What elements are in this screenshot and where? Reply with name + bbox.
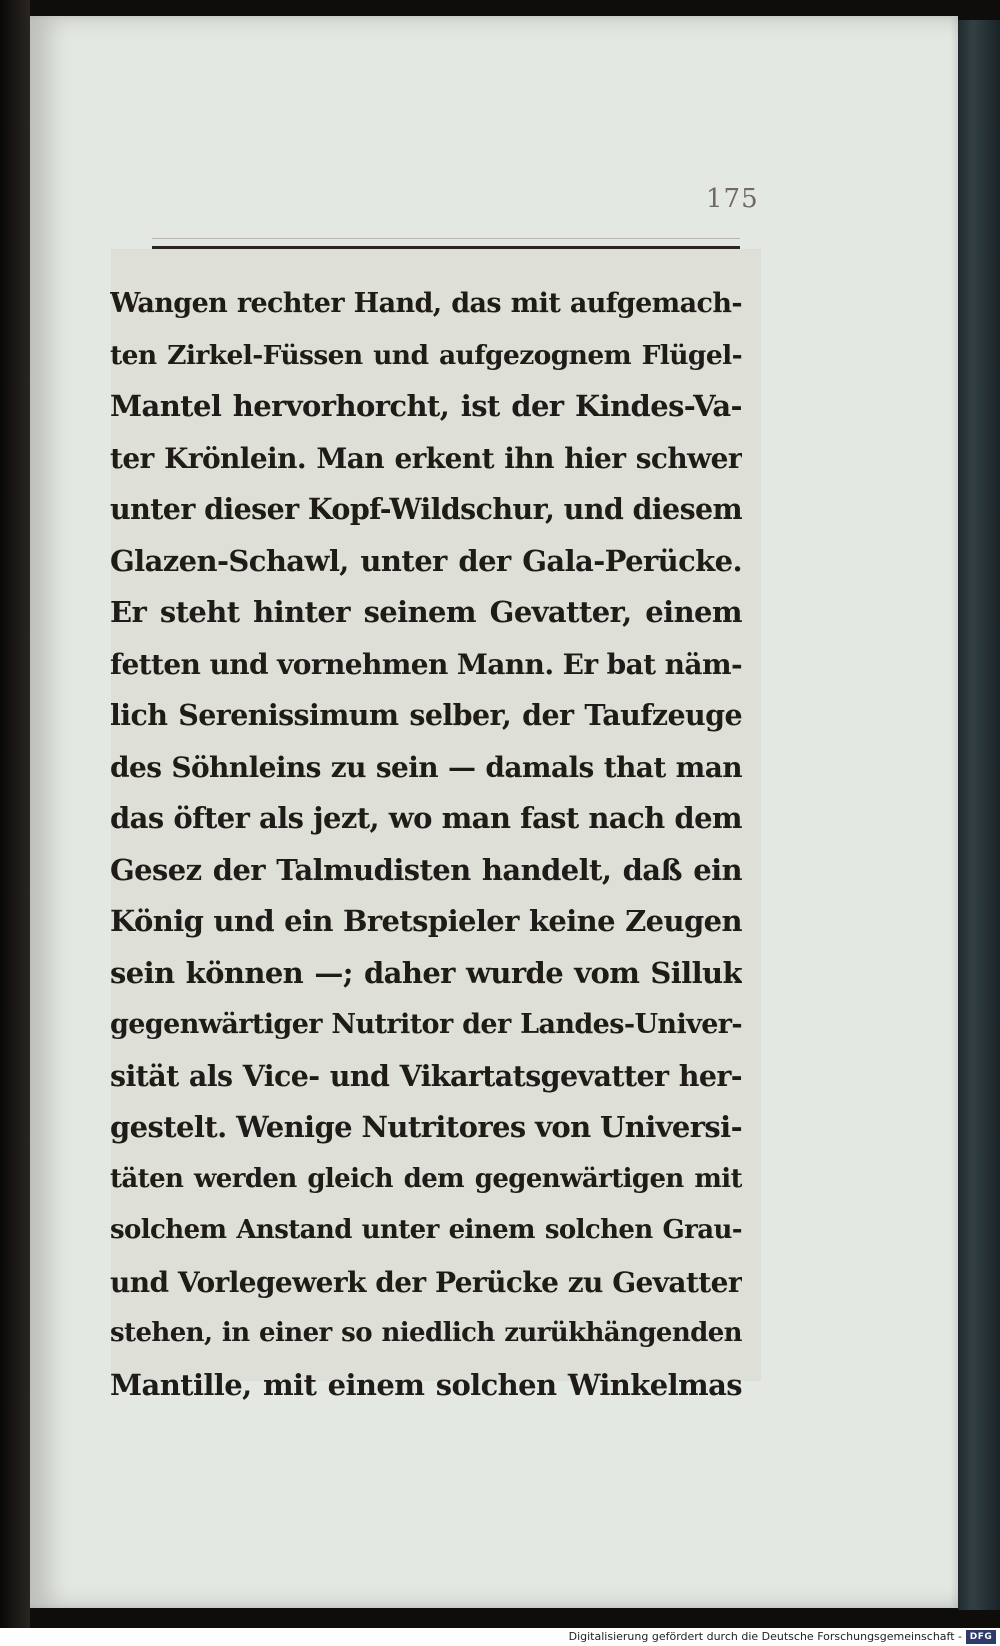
text-line: und Vorlegewerk der Perücke zu Gevatter	[110, 1265, 742, 1299]
text-line: König und ein Bretspieler keine Zeugen	[110, 904, 742, 938]
text-line: ten Zirkel-Füssen und aufgezognem Flügel-	[110, 339, 742, 371]
page-number: 175	[706, 184, 759, 214]
text-line: des Söhnleins zu sein — damals that man	[110, 750, 742, 784]
text-line: gegenwärtiger Nutritor der Landes-Univer-	[110, 1009, 742, 1040]
text-line: solchem Anstand unter einem solchen Grau-	[110, 1215, 742, 1245]
body-text	[110, 278, 742, 1411]
dfg-logo: DFG	[966, 1630, 996, 1644]
page-stack-edge	[958, 20, 1000, 1610]
text-line: sität als Vice- und Vikartatsgevatter her-	[110, 1058, 742, 1093]
text-line: Er steht hinter seinem Gevatter, einem	[110, 595, 742, 629]
header-rule-faint	[152, 238, 740, 239]
text-line: sein können —; daher wurde vom Silluk	[110, 955, 742, 990]
text-line: Mantel hervorhorcht, ist der Kindes-Va-	[110, 389, 742, 423]
text-line: Gesez der Talmudisten handelt, daß ein	[110, 852, 742, 887]
book-binding-left	[0, 0, 30, 1646]
funding-credit: Digitalisierung gefördert durch die Deutsche Forschungsgemeinschaft -	[568, 1630, 962, 1643]
text-line: unter dieser Kopf-Wildschur, und diesem	[110, 492, 742, 526]
text-line: ter Krönlein. Man erkent ihn hier schwer	[110, 441, 742, 475]
text-line: Glazen-Schawl, unter der Gala-Perücke.	[110, 543, 742, 578]
text-line: fetten und vornehmen Mann. Er bat näm-	[110, 647, 742, 681]
text-line: Mantille, mit einem solchen Winkelmas	[110, 1367, 742, 1402]
text-line: gestelt. Wenige Nutritores von Universi-	[110, 1110, 742, 1144]
text-line: stehen, in einer so niedlich zurükhängenden	[110, 1318, 742, 1348]
text-line: täten werden gleich dem gegenwärtigen mit	[110, 1163, 742, 1194]
text-line: lich Serenissimum selber, der Taufzeuge	[110, 698, 742, 732]
header-rule	[152, 246, 740, 249]
text-line: das öfter als jezt, wo man fast nach dem	[110, 801, 742, 835]
text-line: Wangen rechter Hand, das mit aufgemach-	[110, 288, 742, 319]
